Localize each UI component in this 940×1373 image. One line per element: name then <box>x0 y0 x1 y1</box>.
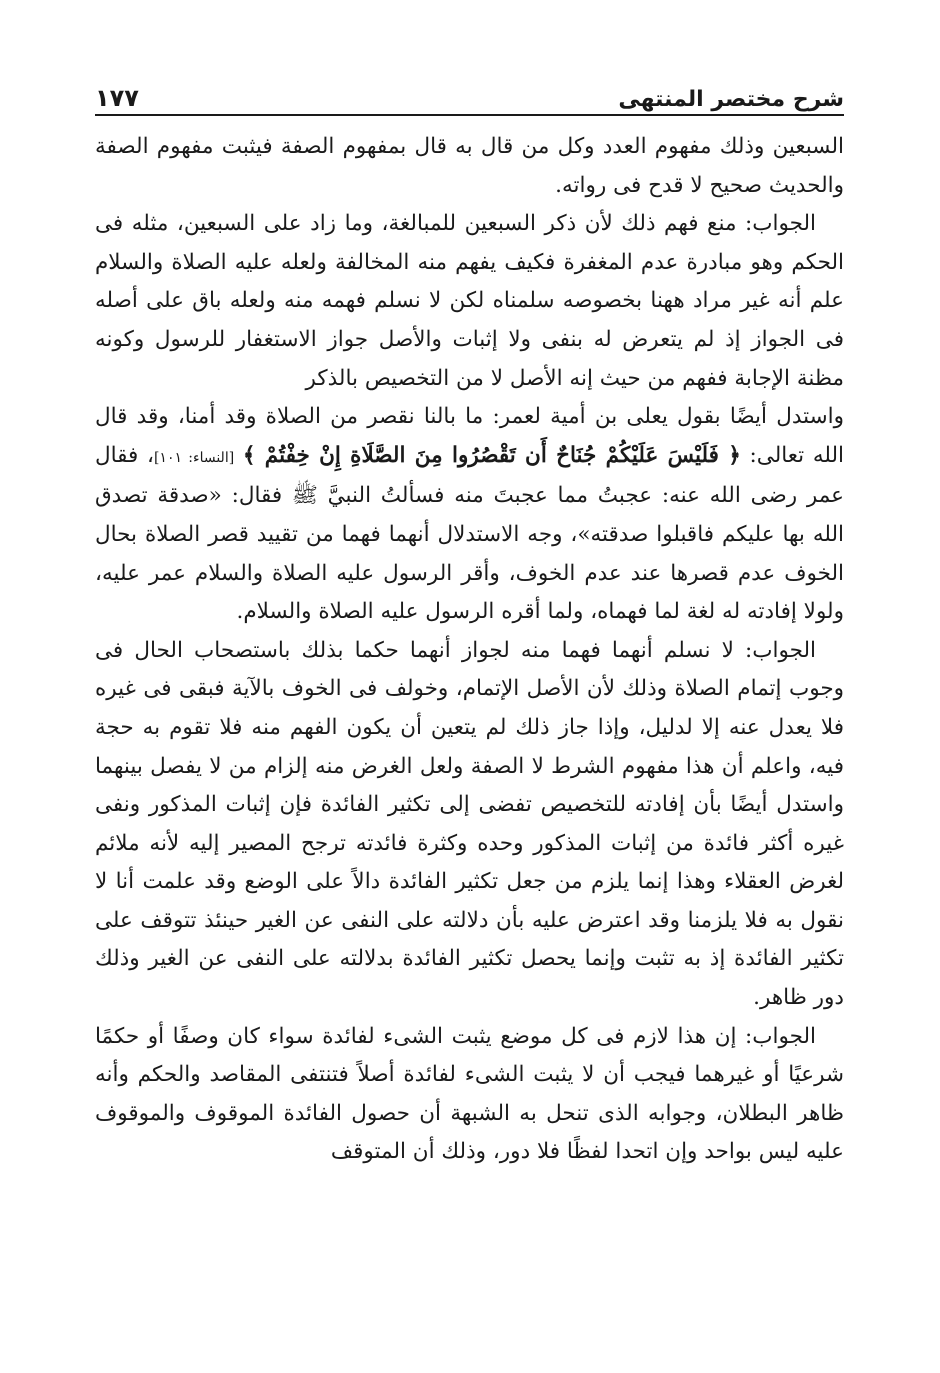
paragraph-3-intro: واستدل أيضًا بقول يعلى بن أمية لعمر: ما بالنا نقصر من الصلاة وقد أمنا، وقد قال الله تعالى: <box>95 404 844 468</box>
paragraph-3-end: ، وجه الاستدلال أنهما فهما من تقييد قصر الصلاة بحال الخوف عدم قصرها عند عدم الخوف، وأقر الرسول عليه الصلاة والسلام عمر عليه، ولولا إفادته له لغة لما فهماه، ولما أقره الرسول عليه الصلاة والسلام. <box>95 521 844 625</box>
paragraph-1: السبعين وذلك مفهوم العدد وكل من قال به قال بمفهوم الصفة فيثبت مفهوم الصفة والحديث صحيح لا قدح فى رواته. <box>95 134 844 198</box>
paragraph-2: الجواب: منع فهم ذلك لأن ذكر السبعين للمبالغة، وما زاد على السبعين، مثله فى الحكم وهو مبادرة عدم المغفرة فكيف يفهم منه المخالفة ولعله عليه الصلاة والسلام علم أنه غير مراد ههنا بخصوصه سلمناه لكن لا نسلم فهمه منه ولعله باق على أصله فى الجواز إذ لم يتعرض له بنفى ولا إثبات والأصل جواز الاستغفار للرسول وكونه مظنة الإجابة ففهم من حيث إنه الأصل لا من التخصيص بالذكر <box>95 211 844 391</box>
book-title: شرح مختصر المنتهى <box>618 87 844 112</box>
running-header <box>95 70 844 116</box>
hadith-quote: «صدقة تصدق الله بها عليكم فاقبلوا صدقته» <box>95 483 844 547</box>
paragraph-3-middle: ، فقال عمر رضى الله عنه: عجبتُ مما عجبتَ منه فسألتُ النبيَّ ﷺ فقال: <box>95 442 844 509</box>
quran-verse: ﴿ فَلَيْسَ عَلَيْكُمْ جُنَاحٌ أَن تَقْصُرُوا مِنَ الصَّلَاةِ إِنْ خِفْتُمْ ﴾ <box>242 442 741 468</box>
body-text <box>95 128 844 1172</box>
paragraph-3 <box>95 398 844 632</box>
paragraph-4: الجواب: لا نسلم أنهما فهما منه لجواز أنهما حكما بذلك باستصحاب الحال فى وجوب إتمام الصلاة وذلك لأن الأصل الإتمام، وخولف فى الخوف بالآية فبقى فى غيره فلا يعدل عنه إلا لدليل، وإذا جاز ذلك لم يتعين أن يكون الفهم منه فلا تقوم به حجة فيه، واعلم أن هذا مفهوم الشرط لا الصفة ولعل الغرض منه إلزام من لا يفصل بينهما واستدل أيضًا بأن إفادته للتخصيص تفضى إلى تكثير الفائدة فإن إثبات المذكور ونفى غيره أكثر فائدة من إثبات المذكور وحده وكثرة فائدته ترجح المصير إليه لأنه ملائم لغرض العقلاء وهذا إنما يلزم من جعل تكثير الفائدة دالاً على الوضع وقد علمت أنا لا نقول به فلا يلزمنا وقد اعترض عليه بأن دلالته على النفى عن الغير حينئذ تتوقف على تكثير الفائدة إذ به تثبت وإنما يحصل تكثير الفائدة بدلالته على النفى عن الغير وذلك دور ظاهر. <box>95 637 844 1011</box>
page-number: ١٧٧ <box>95 84 139 112</box>
verse-reference: [النساء: ١٠١] <box>153 449 235 466</box>
paragraph-5: الجواب: إن هذا لازم فى كل موضع يثبت الشىء لفائدة سواء كان وصفًا أو حكمًا شرعيًا أو غيرهما فيجب أن لا يثبت الشىء لفائدة أصلاً فتنتفى المقاصد والحكم وأنه ظاهر البطلان، وجوابه الذى تنحل به الشبهة أن حصول الفائدة الموقوف والموقوف عليه ليس بواحد وإن اتحدا لفظًا فلا دور، وذلك أن المتوقف <box>95 1023 844 1165</box>
